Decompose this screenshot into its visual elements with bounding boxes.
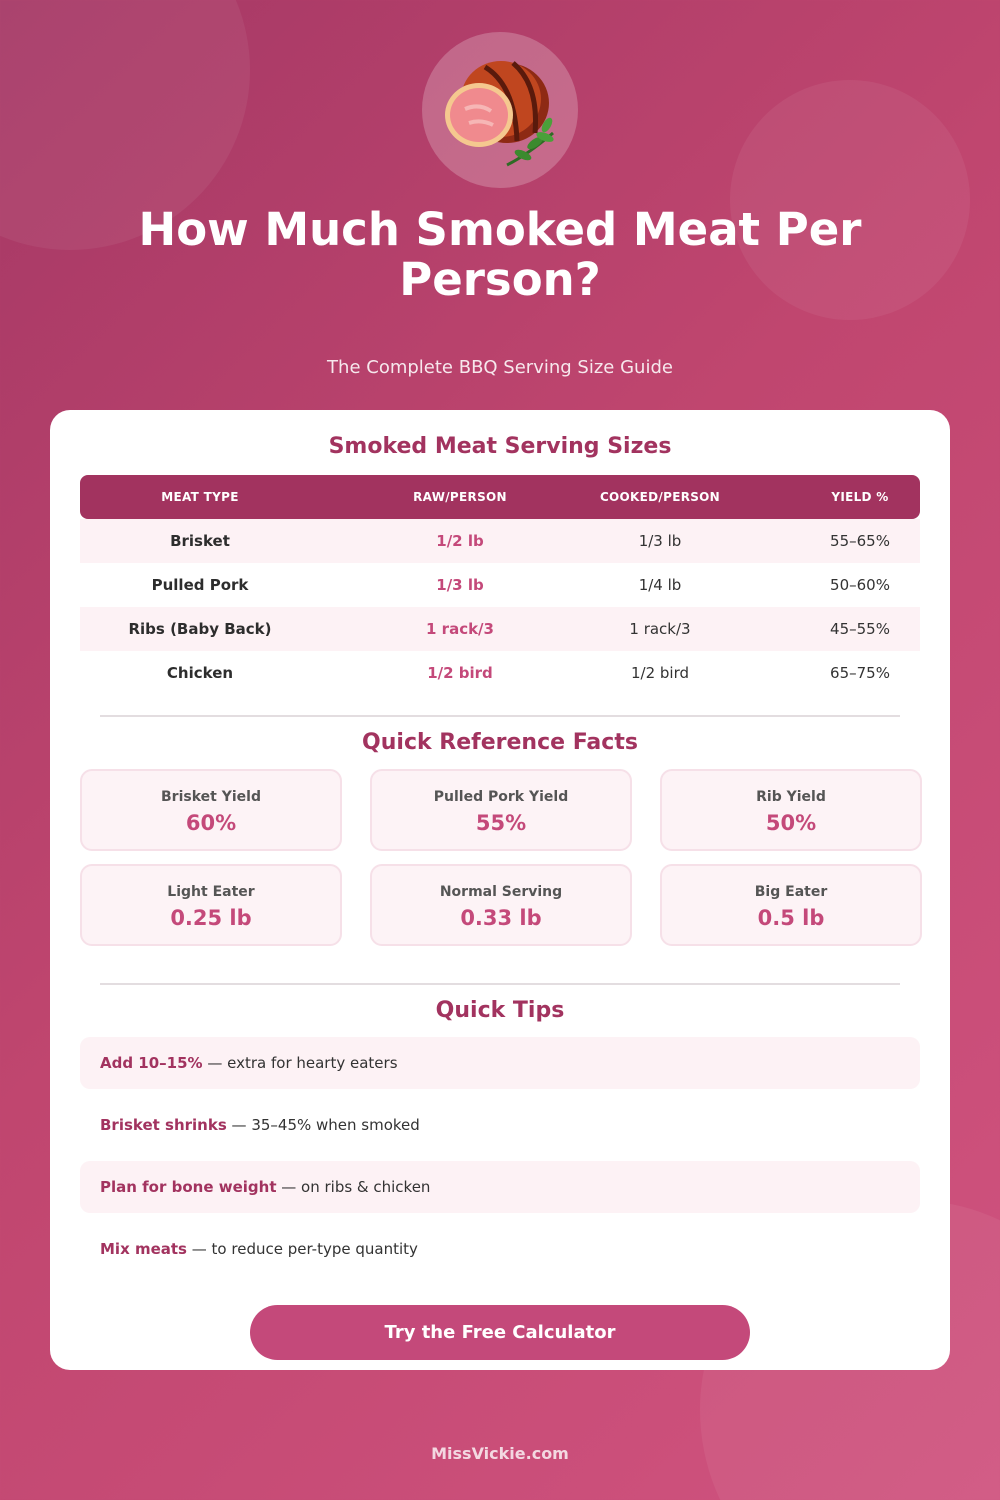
column-header-raw: RAW/PERSON xyxy=(413,490,507,504)
fact-value: 0.25 lb xyxy=(170,906,252,930)
cooked-per-person-cell: 1/3 lb xyxy=(638,532,682,550)
fact-card-big-eater xyxy=(660,864,922,946)
hero-badge xyxy=(422,32,578,188)
raw-per-person-cell: 1/3 lb xyxy=(436,576,484,594)
yield-cell: 65–75% xyxy=(830,664,890,682)
tip-highlight: Brisket shrinks xyxy=(100,1116,227,1134)
column-header-meat-type: MEAT TYPE xyxy=(161,490,239,504)
column-header-cooked: COOKED/PERSON xyxy=(599,490,721,504)
fact-value: 0.33 lb xyxy=(460,906,542,930)
cooked-per-person-cell: 1 rack/3 xyxy=(629,620,691,638)
tip-item xyxy=(80,1223,920,1275)
try-calculator-button[interactable]: Try the Free Calculator xyxy=(250,1305,750,1360)
tip-item xyxy=(80,1037,920,1089)
raw-per-person-cell: 1/2 bird xyxy=(427,664,493,682)
page-subtitle: The Complete BBQ Serving Size Guide xyxy=(327,357,673,378)
tip-item xyxy=(80,1161,920,1213)
meat-type-cell: Ribs (Baby Back) xyxy=(128,620,272,638)
table-row xyxy=(80,607,920,651)
fact-label: Big Eater xyxy=(754,884,828,900)
tip-separator: — xyxy=(276,1178,302,1196)
fact-label: Pulled Pork Yield xyxy=(433,789,569,805)
tip-separator: — xyxy=(187,1240,212,1258)
fact-value: 50% xyxy=(765,811,817,835)
tips-title: Quick Tips xyxy=(435,998,565,1023)
meat-type-cell: Pulled Pork xyxy=(151,576,249,594)
fact-value: 0.5 lb xyxy=(757,906,825,930)
serving-sizes-title: Smoked Meat Serving Sizes xyxy=(328,434,672,459)
table-header xyxy=(80,475,920,519)
fact-card-rib-yield xyxy=(660,769,922,851)
yield-cell: 45–55% xyxy=(830,620,890,638)
fact-card-light-eater xyxy=(80,864,342,946)
table-row xyxy=(80,651,920,695)
tip-text: on ribs & chicken xyxy=(301,1178,431,1196)
table-row xyxy=(80,563,920,607)
raw-per-person-cell: 1/2 lb xyxy=(436,532,484,550)
cooked-per-person-cell: 1/2 bird xyxy=(630,664,690,682)
fact-card-brisket-yield xyxy=(80,769,342,851)
meat-type-cell: Brisket xyxy=(170,532,230,550)
column-header-yield: YIELD % xyxy=(831,490,889,504)
table-row xyxy=(80,519,920,563)
yield-cell: 50–60% xyxy=(830,576,890,594)
fact-value: 55% xyxy=(475,811,527,835)
fact-label: Rib Yield xyxy=(756,789,826,805)
fact-label: Brisket Yield xyxy=(161,789,261,805)
tip-text: to reduce per-type quantity xyxy=(211,1240,418,1258)
tip-text: 35–45% when smoked xyxy=(251,1116,420,1134)
fact-value: 60% xyxy=(185,811,237,835)
tip-text: extra for hearty eaters xyxy=(227,1054,398,1072)
raw-per-person-cell: 1 rack/3 xyxy=(426,620,494,638)
fact-label: Normal Serving xyxy=(439,884,563,900)
section-divider xyxy=(100,983,900,985)
fact-label: Light Eater xyxy=(167,884,255,900)
section-divider xyxy=(100,715,900,717)
tip-highlight: Add 10–15% xyxy=(100,1054,203,1072)
fact-card-pulled-pork-yield xyxy=(370,769,632,851)
fact-card-normal-serving xyxy=(370,864,632,946)
smoked-ham-icon xyxy=(435,45,565,175)
tip-separator: — xyxy=(202,1054,228,1072)
page-title: How Much Smoked Meat Per Person? xyxy=(138,203,862,306)
guide-card xyxy=(50,410,950,1370)
cooked-per-person-cell: 1/4 lb xyxy=(638,576,682,594)
yield-cell: 55–65% xyxy=(830,532,890,550)
facts-title: Quick Reference Facts xyxy=(362,730,638,755)
tip-separator: — xyxy=(226,1116,252,1134)
tip-highlight: Plan for bone weight xyxy=(100,1178,277,1196)
meat-type-cell: Chicken xyxy=(166,664,234,682)
footer-site-name[interactable]: MissVickie.com xyxy=(431,1444,569,1463)
tip-highlight: Mix meats xyxy=(100,1240,187,1258)
tip-item xyxy=(80,1099,920,1151)
